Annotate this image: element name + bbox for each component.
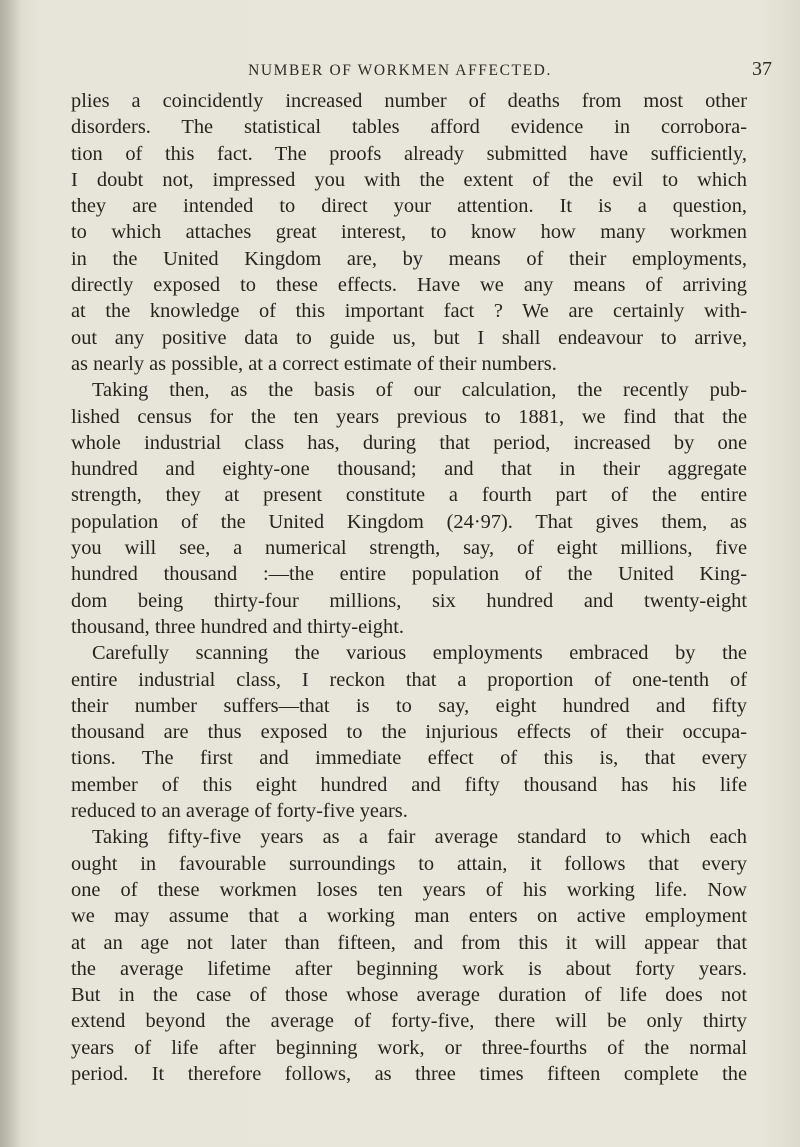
text-line: member of this eight hundred and fifty thousand has his life <box>71 773 747 796</box>
page-number: 37 <box>752 58 772 80</box>
text-line: one of these workmen loses ten years of his working life. Now <box>71 878 747 901</box>
text-line: ought in favourable surroundings to attain, it follows that every <box>71 852 747 875</box>
text-line: strength, they at present constitute a fourth part of the entire <box>71 484 747 507</box>
text-line: as nearly as possible, at a correct estimate of their numbers. <box>71 352 557 375</box>
text-line: thousand are thus exposed to the injurious effects of their occupa- <box>71 721 747 744</box>
running-head <box>0 58 800 82</box>
text-line: at an age not later than fifteen, and from this it will appear that <box>71 931 747 954</box>
text-line: lished census for the ten years previous to 1881, we find that the <box>71 405 747 428</box>
text-line: in the United Kingdom are, by means of their employments, <box>71 247 747 270</box>
text-line: directly exposed to these effects. Have we any means of arriving <box>71 274 747 297</box>
text-line: But in the case of those whose average duration of life does not <box>71 984 747 1007</box>
text-line: population of the United Kingdom (24·97). That gives them, as <box>71 510 747 533</box>
text-line: plies a coincidently increased number of deaths from most other <box>71 90 747 112</box>
text-line: at the knowledge of this important fact ? We are certainly with- <box>71 300 747 323</box>
text-line: extend beyond the average of forty-five, there will be only thirty <box>71 1010 747 1033</box>
text-line: their number suffers—that is to say, eight hundred and fifty <box>71 694 747 717</box>
text-line: we may assume that a working man enters on active employment <box>71 905 747 928</box>
text-line: to which attaches great interest, to know how many workmen <box>71 221 747 244</box>
text-line: I doubt not, impressed you with the extent of the evil to which <box>71 168 747 191</box>
running-title: NUMBER OF WORKMEN AFFECTED. <box>248 62 552 79</box>
text-line: the average lifetime after beginning work is about forty years. <box>71 957 747 980</box>
text-line: tions. The first and immediate effect of this is, that every <box>71 747 747 770</box>
text-line: tion of this fact. The proofs already submitted have sufficiently, <box>71 142 747 165</box>
text-line: reduced to an average of forty-five years. <box>71 800 408 823</box>
text-line: years of life after beginning work, or three-fourths of the normal <box>71 1036 747 1059</box>
paragraph-start-line: Taking then, as the basis of our calculation, the recently pub- <box>92 379 747 402</box>
text-line: whole industrial class has, during that period, increased by one <box>71 431 747 454</box>
body-text <box>71 88 747 1087</box>
paragraph-start-line: Carefully scanning the various employments embraced by the <box>92 642 747 665</box>
binding-shadow <box>0 0 22 1147</box>
text-line: you will see, a numerical strength, say, of eight millions, five <box>71 537 747 560</box>
text-line: out any positive data to guide us, but I shall endeavour to arrive, <box>71 326 747 349</box>
text-line: thousand, three hundred and thirty-eight. <box>71 615 404 638</box>
text-line: entire industrial class, I reckon that a proportion of one-tenth of <box>71 668 747 691</box>
text-line: dom being thirty-four millions, six hundred and twenty-eight <box>71 589 747 612</box>
paragraph-start-line: Taking fifty-five years as a fair average standard to which each <box>92 826 747 849</box>
text-line: hundred and eighty-one thousand; and that in their aggregate <box>71 458 747 481</box>
text-line: period. It therefore follows, as three times fifteen complete the <box>71 1062 747 1085</box>
text-line: disorders. The statistical tables afford evidence in corrobora- <box>71 116 747 139</box>
text-line: they are intended to direct your attention. It is a question, <box>71 195 747 218</box>
text-line: hundred thousand :—the entire population of the United King- <box>71 563 747 586</box>
